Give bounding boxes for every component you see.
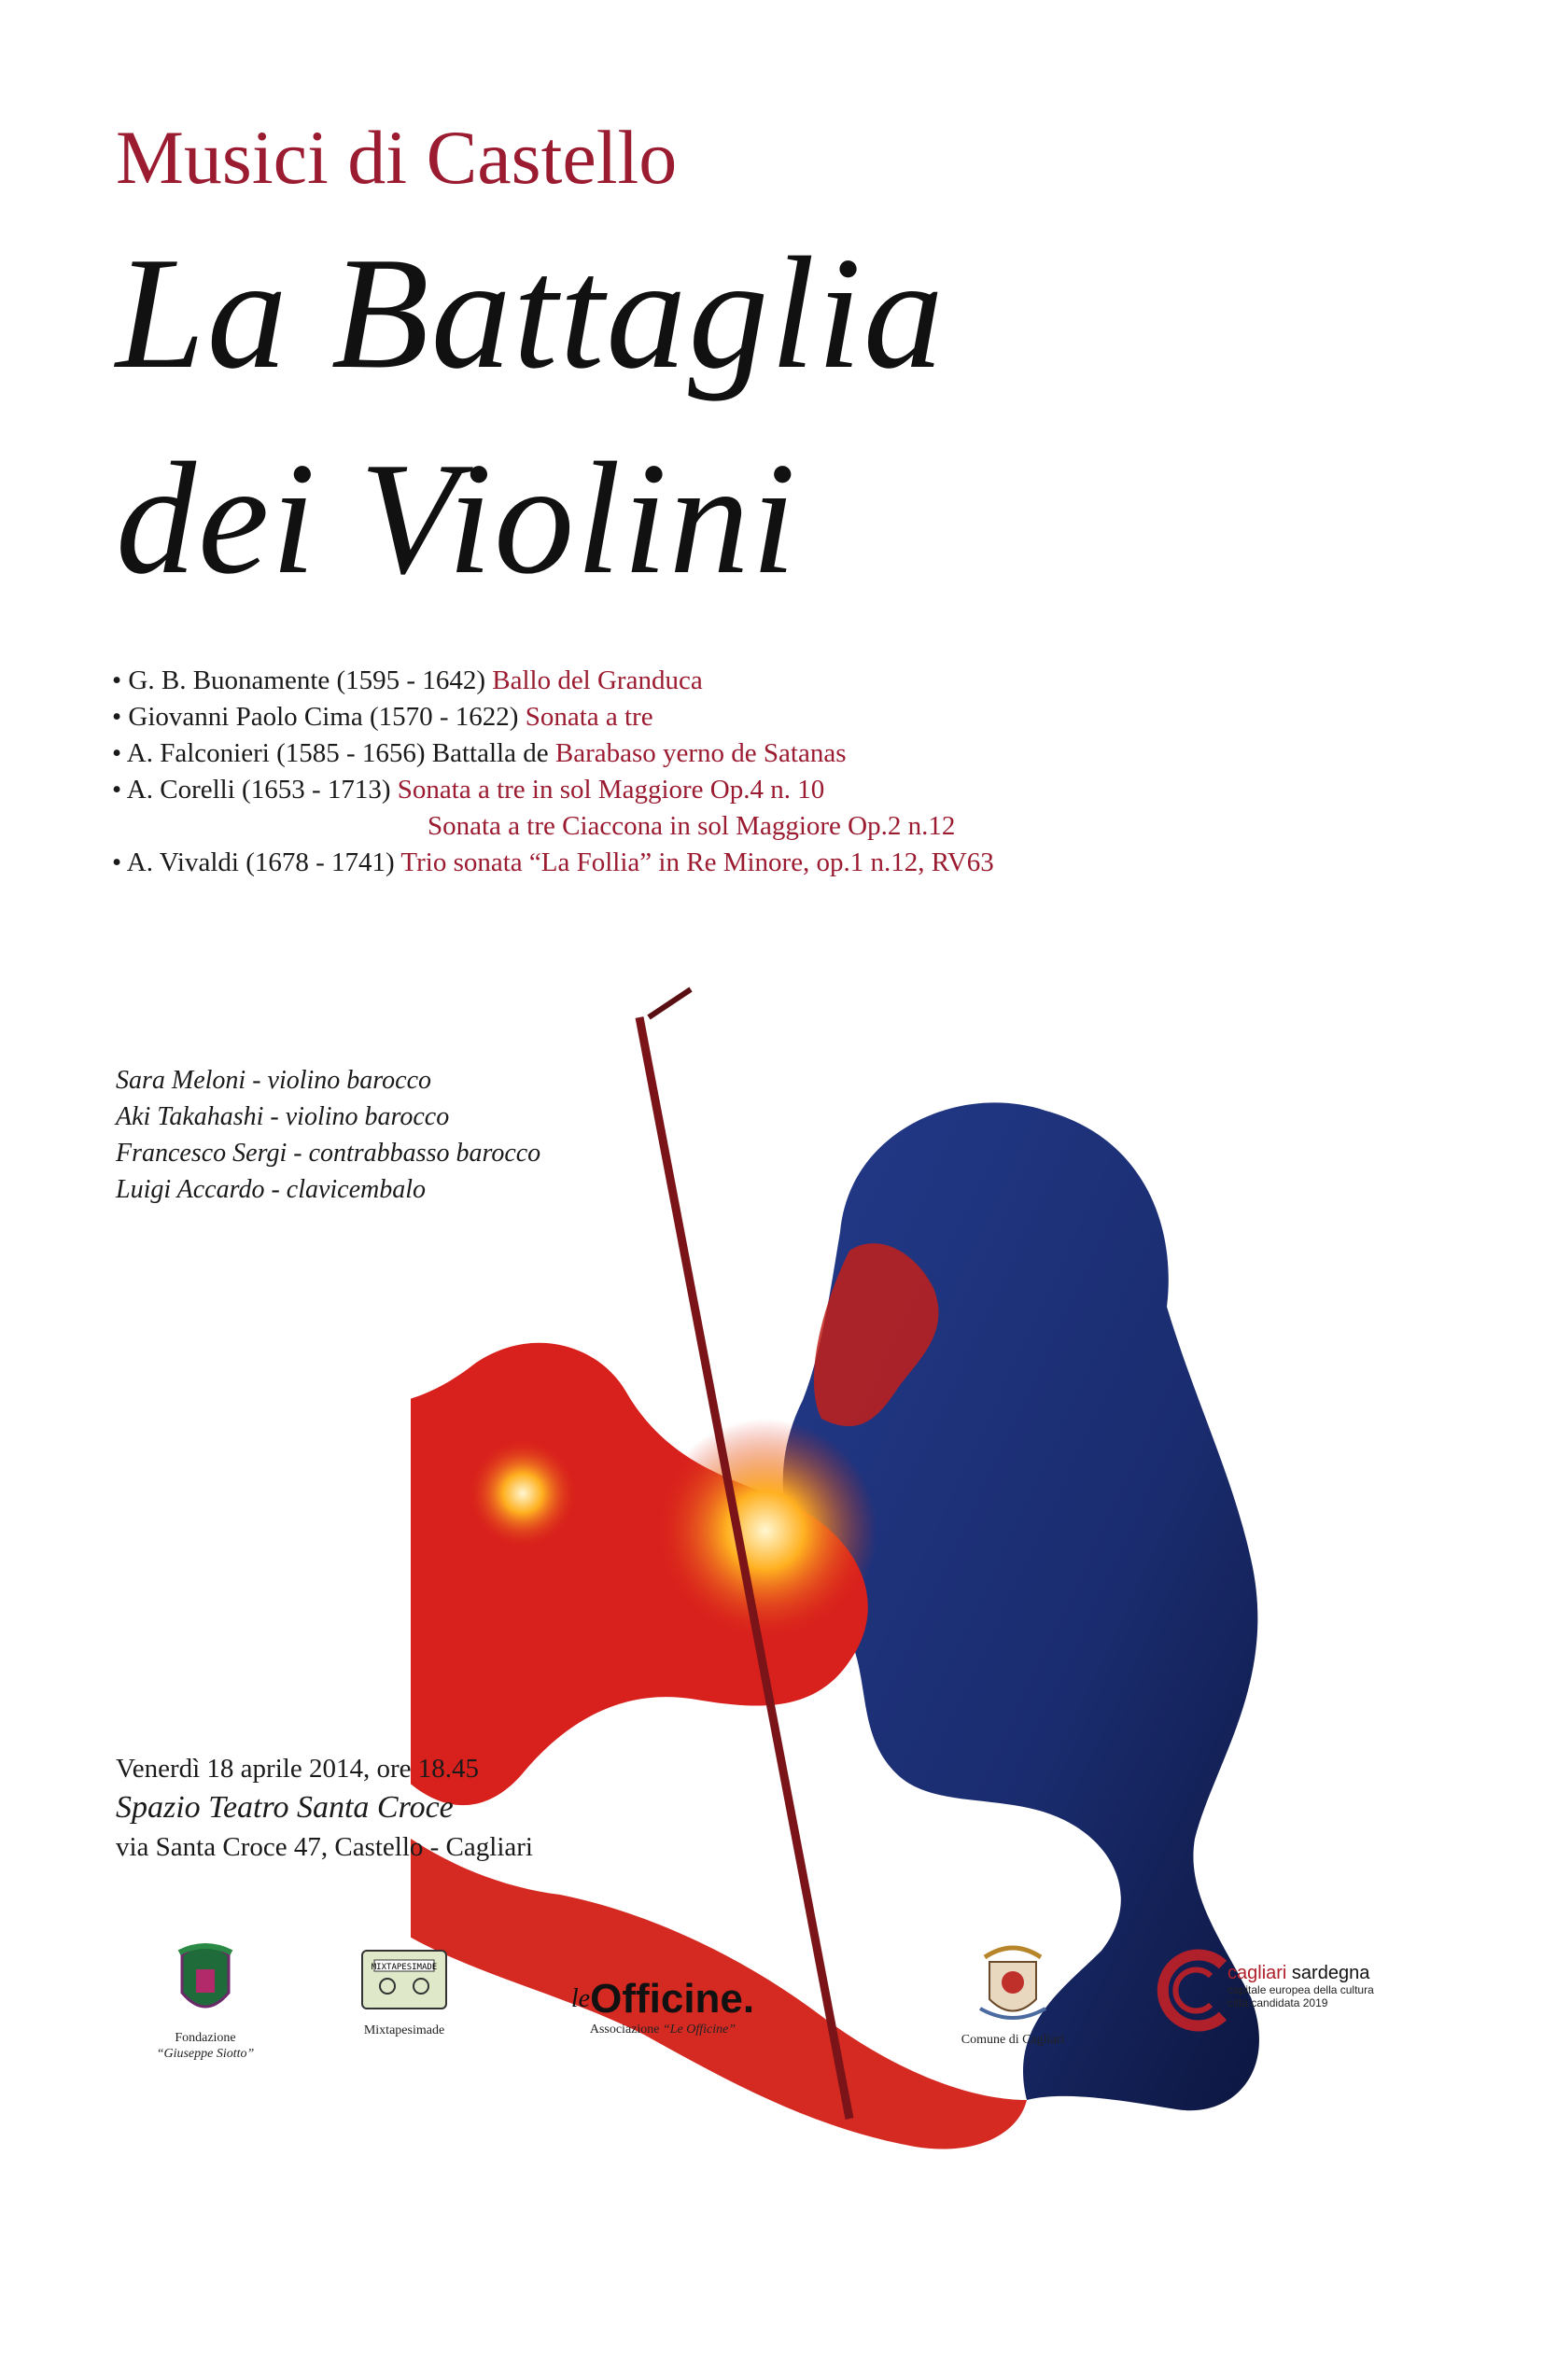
program-composer: • A. Falconieri (1585 - 1656) Battalla de xyxy=(112,738,555,768)
logo-cagliari-2019 xyxy=(1153,1946,1461,2009)
program-composer: • G. B. Buonamente (1595 - 1642) xyxy=(112,665,493,695)
program-work: Sonata a tre Ciaccona in sol Maggiore Op.2 n.12 xyxy=(428,811,956,841)
light-flare xyxy=(467,1437,579,1549)
logo-caption-name: “Le Officine” xyxy=(662,2023,736,2037)
event-info xyxy=(116,1750,533,1866)
logo-le-officine xyxy=(541,1977,784,2037)
program-work: Sonata a tre in sol Maggiore Op.4 n. 10 xyxy=(397,775,825,805)
performers-list xyxy=(116,1062,540,1208)
program-composer: • A. Vivaldi (1678 - 1741) xyxy=(112,847,401,877)
logo-caption: “Giuseppe Siotto” xyxy=(156,2047,255,2061)
logo-text-le: le xyxy=(570,1984,591,2013)
logo-title xyxy=(1227,1963,1461,1983)
logo-text-officine: Officine. xyxy=(590,1976,755,2022)
logo-caption-prefix: Associazione xyxy=(589,2023,663,2037)
concert-title-line2: dei Violini xyxy=(116,430,798,608)
light-flare xyxy=(653,1419,877,1643)
logo-caption: Comune di Cagliari xyxy=(961,2033,1065,2047)
performer-item: Aki Takahashi - violino barocco xyxy=(116,1102,450,1131)
ensemble-name: Musici di Castello xyxy=(116,115,678,200)
program-item xyxy=(112,845,1232,881)
logo-title-region: sardegna xyxy=(1286,1963,1370,1983)
event-address: via Santa Croce 47, Castello - Cagliari xyxy=(116,1832,533,1862)
logo-caption: Mixtapesimade xyxy=(363,2023,445,2037)
program-item xyxy=(112,663,1232,699)
performer-item: Sara Meloni - violino barocco xyxy=(116,1066,432,1095)
logo-caption xyxy=(541,2022,784,2037)
logo-caption: capitale europea della cultura xyxy=(1227,1983,1374,1996)
violin-bow-shape xyxy=(649,989,691,1017)
violinist-artwork xyxy=(411,952,1447,2380)
logo-title-city: cagliari xyxy=(1227,1963,1287,1983)
logo-comune-cagliari xyxy=(943,1943,1083,2048)
event-venue: Spazio Teatro Santa Croce xyxy=(116,1790,454,1825)
performer-item: Luigi Accardo - clavicembalo xyxy=(116,1175,427,1204)
logo-caption: Fondazione xyxy=(175,2031,236,2045)
cassette-icon xyxy=(358,1943,451,2018)
logo-mixtapesimade xyxy=(344,1943,465,2038)
program-item xyxy=(112,699,1232,735)
program-list xyxy=(112,663,1232,881)
program-item xyxy=(112,735,1232,772)
c-logo-icon xyxy=(1153,1946,1241,2035)
program-work: Ballo del Granduca xyxy=(492,665,703,695)
performer-item: Francesco Sergi - contrabbasso barocco xyxy=(116,1139,541,1168)
program-item xyxy=(112,772,1232,808)
city-crest-icon xyxy=(971,1943,1055,2027)
logo-caption: città candidata 2019 xyxy=(1227,1996,1328,2009)
logo-fondazione-siotto xyxy=(140,1941,271,2062)
program-work: Barabaso yerno de Satanas xyxy=(554,738,847,768)
concert-title-line1: La Battaglia xyxy=(116,225,946,402)
program-composer: • A. Corelli (1653 - 1713) xyxy=(112,775,398,805)
coat-of-arms-icon xyxy=(177,1941,233,2025)
program-item xyxy=(112,808,1232,845)
program-work: Trio sonata “La Follia” in Re Minore, op.1 n.12, RV63 xyxy=(400,847,994,877)
cassette-label-text: MIXTAPESIMADE xyxy=(371,1963,438,1972)
event-date: Venerdì 18 aprile 2014, ore 18.45 xyxy=(116,1754,479,1784)
program-work: Sonata a tre xyxy=(525,702,653,732)
program-composer: • Giovanni Paolo Cima (1570 - 1622) xyxy=(112,702,526,732)
